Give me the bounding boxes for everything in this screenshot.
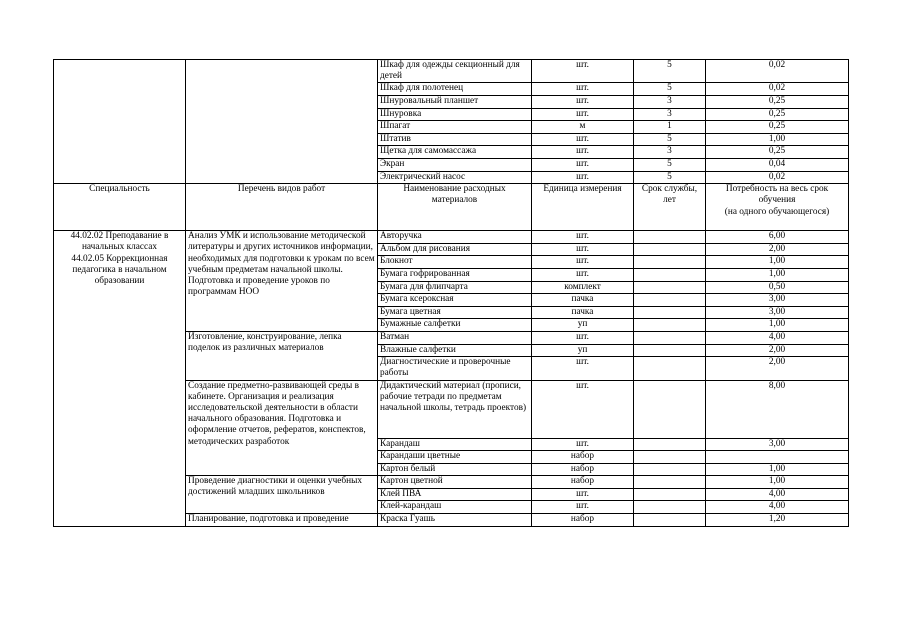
material-cell: Бумажные салфетки (378, 319, 532, 332)
term-cell: 5 (634, 60, 706, 83)
header-works: Перечень видов работ (186, 184, 378, 231)
table-header-row (54, 184, 849, 231)
unit-cell: шт. (532, 501, 634, 514)
term-cell (634, 256, 706, 269)
unit-cell: уп (532, 344, 634, 357)
material-cell: Клей-карандаш (378, 501, 532, 514)
need-cell: 4,00 (706, 331, 849, 344)
specialty-cell-empty (54, 60, 186, 184)
material-cell: Авторучка (378, 231, 532, 244)
need-cell: 0,02 (706, 83, 849, 96)
term-cell (634, 451, 706, 464)
header-term: Срок службы, лет (634, 184, 706, 231)
need-cell: 0,25 (706, 96, 849, 109)
unit-cell: набор (532, 463, 634, 476)
term-cell (634, 357, 706, 380)
need-cell (706, 451, 849, 464)
need-cell: 0,02 (706, 60, 849, 83)
header-unit: Единица измерения (532, 184, 634, 231)
material-cell: Шнуровальный планшет (378, 96, 532, 109)
term-cell (634, 463, 706, 476)
need-cell: 4,00 (706, 488, 849, 501)
header-need (706, 184, 849, 231)
specialty-cell (54, 231, 186, 527)
header-specialty: Специальность (54, 184, 186, 231)
works-cell: Анализ УМК и использование методической литературы и других источников информации, необходимых для подготовки к урокам по всем учебным предметам начальной школы. Подготовка и проведение уроков по программам НОО (186, 231, 378, 332)
term-cell (634, 344, 706, 357)
unit-cell: набор (532, 451, 634, 464)
material-cell: Картон белый (378, 463, 532, 476)
material-cell: Шпагат (378, 121, 532, 134)
material-cell: Влажные салфетки (378, 344, 532, 357)
term-cell: 5 (634, 133, 706, 146)
works-cell-empty (186, 60, 378, 184)
need-cell: 0,25 (706, 146, 849, 159)
need-cell: 8,00 (706, 380, 849, 438)
material-cell: Карандаш (378, 438, 532, 451)
material-cell: Картон цветной (378, 476, 532, 489)
need-cell: 1,00 (706, 268, 849, 281)
need-cell: 0,25 (706, 121, 849, 134)
need-cell: 3,00 (706, 438, 849, 451)
term-cell (634, 294, 706, 307)
unit-cell: шт. (532, 96, 634, 109)
term-cell (634, 231, 706, 244)
material-cell: Бумага гофрированная (378, 268, 532, 281)
unit-cell: шт. (532, 146, 634, 159)
unit-cell: м (532, 121, 634, 134)
material-cell: Экран (378, 158, 532, 171)
material-cell: Щетка для самомассажа (378, 146, 532, 159)
need-cell: 6,00 (706, 231, 849, 244)
unit-cell: шт. (532, 488, 634, 501)
header-need-line1: Потребность на весь срок обучения (725, 184, 829, 206)
need-cell: 3,00 (706, 294, 849, 307)
material-cell: Шкаф для одежды секционный для детей (378, 60, 532, 83)
material-cell: Бумага для флипчарта (378, 281, 532, 294)
need-cell: 0,04 (706, 158, 849, 171)
specialty-line1: 44.02.02 Преподавание в начальных классах (70, 231, 169, 253)
need-cell: 0,02 (706, 171, 849, 184)
unit-cell: набор (532, 476, 634, 489)
term-cell: 3 (634, 108, 706, 121)
unit-cell: шт. (532, 60, 634, 83)
need-cell: 1,00 (706, 319, 849, 332)
unit-cell: пачка (532, 294, 634, 307)
term-cell (634, 438, 706, 451)
material-cell: Шкаф для полотенец (378, 83, 532, 96)
material-cell: Шнуровка (378, 108, 532, 121)
material-cell: Дидактический материал (прописи, рабочие тетради по предметам начальной школы, тетрадь проектов) (378, 380, 532, 438)
material-cell: Ватман (378, 331, 532, 344)
term-cell: 5 (634, 171, 706, 184)
unit-cell: шт. (532, 243, 634, 256)
material-cell: Клей ПВА (378, 488, 532, 501)
term-cell (634, 488, 706, 501)
material-cell: Диагностические и проверочные работы (378, 357, 532, 380)
need-cell: 1,00 (706, 133, 849, 146)
material-cell: Электрический насос (378, 171, 532, 184)
unit-cell: шт. (532, 438, 634, 451)
term-cell (634, 306, 706, 319)
unit-cell: шт. (532, 331, 634, 344)
need-cell: 2,00 (706, 344, 849, 357)
need-cell: 3,00 (706, 306, 849, 319)
works-cell: Планирование, подготовка и проведение (186, 514, 378, 527)
need-cell: 1,00 (706, 476, 849, 489)
material-cell: Бумага ксероксная (378, 294, 532, 307)
need-cell: 2,00 (706, 243, 849, 256)
need-cell: 2,00 (706, 357, 849, 380)
term-cell (634, 281, 706, 294)
unit-cell: шт. (532, 268, 634, 281)
term-cell: 1 (634, 121, 706, 134)
term-cell (634, 501, 706, 514)
need-cell: 1,00 (706, 256, 849, 269)
header-need-line2: (на одного обучающегося) (724, 206, 830, 217)
term-cell (634, 514, 706, 527)
term-cell (634, 476, 706, 489)
materials-table (53, 59, 849, 527)
need-cell: 4,00 (706, 501, 849, 514)
need-cell: 0,50 (706, 281, 849, 294)
material-cell: Штатив (378, 133, 532, 146)
material-cell: Карандаши цветные (378, 451, 532, 464)
unit-cell: шт. (532, 256, 634, 269)
unit-cell: набор (532, 514, 634, 527)
term-cell: 5 (634, 83, 706, 96)
works-cell: Проведение диагностики и оценки учебных достижений младших школьников (186, 476, 378, 514)
unit-cell: пачка (532, 306, 634, 319)
term-cell: 3 (634, 146, 706, 159)
specialty-line2: 44.02.05 Коррекционная педагогика в начальном образовании (71, 253, 168, 286)
need-cell: 1,20 (706, 514, 849, 527)
need-cell: 0,25 (706, 108, 849, 121)
term-cell (634, 243, 706, 256)
table-row (54, 231, 849, 244)
term-cell (634, 331, 706, 344)
unit-cell: шт. (532, 380, 634, 438)
term-cell (634, 380, 706, 438)
unit-cell: уп (532, 319, 634, 332)
unit-cell: шт. (532, 231, 634, 244)
unit-cell: шт. (532, 357, 634, 380)
unit-cell: шт. (532, 133, 634, 146)
table-row (54, 60, 849, 83)
term-cell: 3 (634, 96, 706, 109)
unit-cell: шт. (532, 108, 634, 121)
unit-cell: шт. (532, 171, 634, 184)
unit-cell: комплект (532, 281, 634, 294)
header-materials: Наименование расходных материалов (378, 184, 532, 231)
unit-cell: шт. (532, 83, 634, 96)
material-cell: Альбом для рисования (378, 243, 532, 256)
term-cell (634, 268, 706, 281)
term-cell: 5 (634, 158, 706, 171)
material-cell: Краска Гуашь (378, 514, 532, 527)
material-cell: Блокнот (378, 256, 532, 269)
unit-cell: шт. (532, 158, 634, 171)
need-cell: 1,00 (706, 463, 849, 476)
works-cell: Изготовление, конструирование, лепка поделок из различных материалов (186, 331, 378, 380)
term-cell (634, 319, 706, 332)
material-cell: Бумага цветная (378, 306, 532, 319)
works-cell: Создание предметно-развивающей среды в кабинете. Организация и реализация исследовательской деятельности в области начального образования. Подготовка и оформление отчетов, рефератов, конспектов, методических разработок (186, 380, 378, 476)
